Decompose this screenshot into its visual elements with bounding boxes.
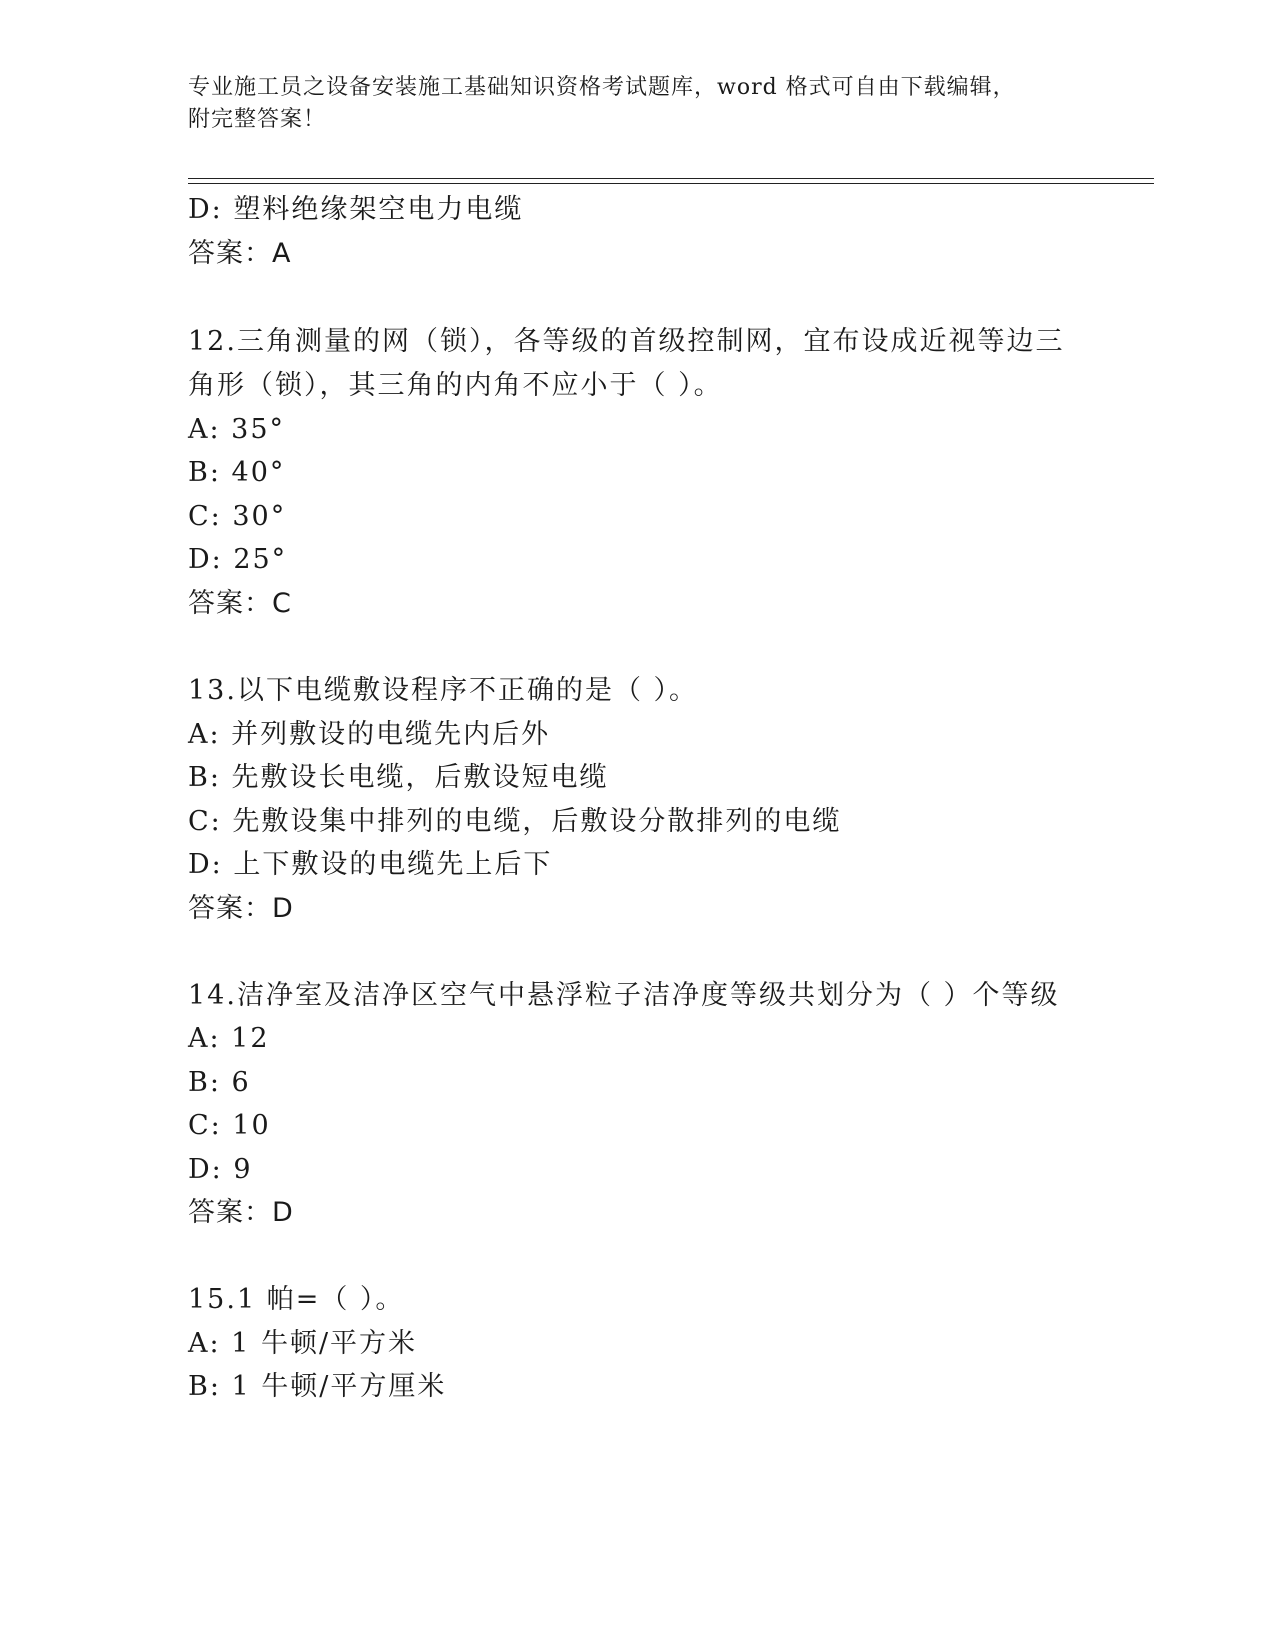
header-line-1: 专业施工员之设备安装施工基础知识资格考试题库，word 格式可自由下载编辑， [188, 75, 1016, 100]
q14-answer: 答案：D [188, 1197, 294, 1228]
q13-option-c: C: 先敷设集中排列的电缆，后敷设分散排列的电缆 [188, 806, 842, 837]
q15-option-a: A: 1 牛顿/平方米 [188, 1328, 418, 1359]
q13-stem: 13.以下电缆敷设程序不正确的是（ ）。 [188, 675, 699, 706]
q12-option-d: D: 25° [188, 544, 288, 575]
q12-option-c: C: 30° [188, 501, 287, 532]
q12-stem-line-2: 角形（锁），其三角的内角不应小于（ ）。 [188, 370, 723, 401]
q13-answer: 答案：D [188, 893, 294, 924]
q13-option-d: D: 上下敷设的电缆先上后下 [188, 849, 553, 880]
q14-option-d: D: 9 [188, 1154, 253, 1185]
q14-stem: 14.洁净室及洁净区空气中悬浮粒子洁净度等级共划分为（ ）个等级 [188, 980, 1060, 1011]
q12-option-b: B: 40° [188, 457, 286, 488]
q12-stem-line-1: 12.三角测量的网（锁），各等级的首级控制网，宜布设成近视等边三 [188, 326, 1065, 357]
q15-option-b: B: 1 牛顿/平方厘米 [188, 1371, 447, 1402]
q15-stem: 15.1 帕=（ ）。 [188, 1284, 405, 1315]
q13-option-a: A: 并列敷设的电缆先内后外 [188, 719, 551, 750]
q14-option-b: B: 6 [188, 1067, 251, 1098]
q12-answer: 答案：C [188, 588, 292, 619]
q13-option-b: B: 先敷设长电缆，后敷设短电缆 [188, 762, 609, 793]
header-line-2: 附完整答案！ [188, 107, 327, 132]
header-divider-top [188, 178, 1154, 179]
q11-answer: 答案：A [188, 238, 292, 269]
q11-option-d: D: 塑料绝缘架空电力电缆 [188, 194, 524, 225]
header-divider-bottom [188, 183, 1154, 184]
q12-option-a: A: 35° [188, 414, 286, 445]
q14-option-a: A: 12 [188, 1023, 270, 1054]
document-header [188, 72, 1068, 136]
q14-option-c: C: 10 [188, 1110, 271, 1141]
